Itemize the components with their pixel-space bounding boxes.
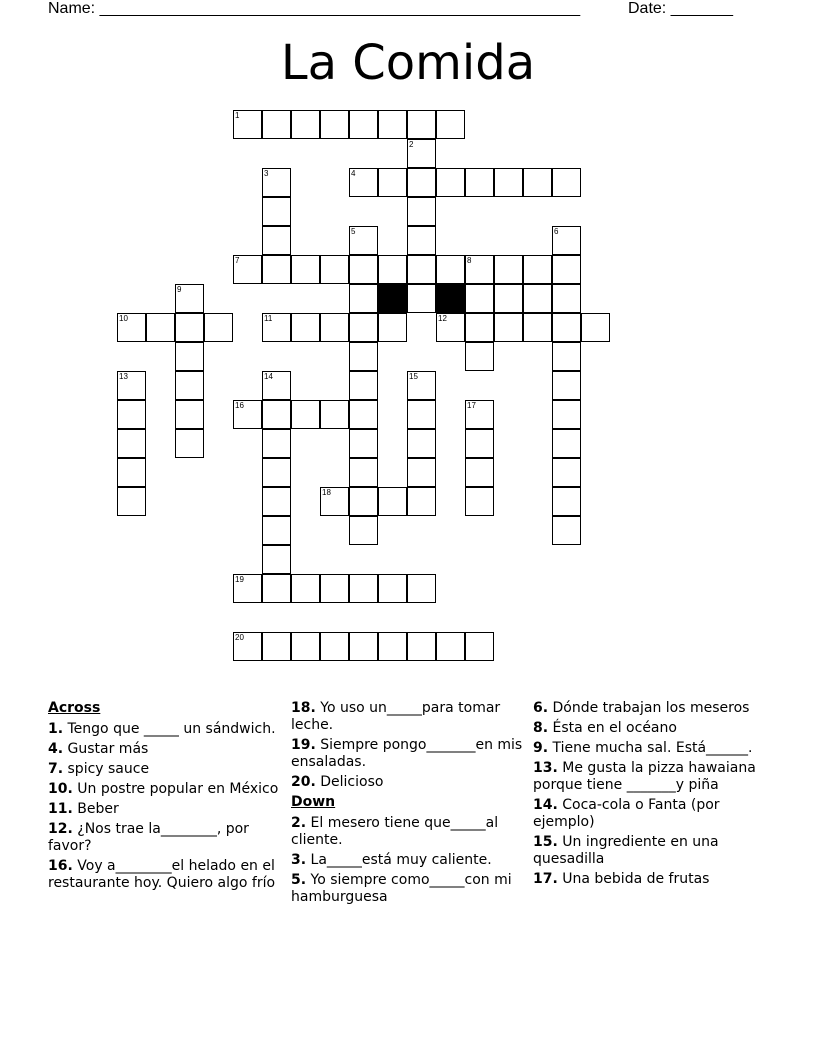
clue-item bbox=[48, 781, 280, 798]
across-heading: Across bbox=[48, 700, 101, 716]
clue-number-label: 19. bbox=[291, 737, 316, 753]
grid-cell[interactable] bbox=[523, 284, 552, 313]
grid-cell[interactable] bbox=[552, 458, 581, 487]
grid-cell[interactable] bbox=[436, 110, 465, 139]
clue-text: Un ingrediente en una quesadilla bbox=[533, 834, 719, 867]
grid-cell[interactable] bbox=[407, 458, 436, 487]
clue-item bbox=[48, 801, 280, 818]
grid-cell[interactable] bbox=[262, 458, 291, 487]
clue-text: Beber bbox=[72, 801, 119, 817]
grid-cell[interactable] bbox=[262, 487, 291, 516]
numbered-cell-11[interactable] bbox=[262, 313, 291, 342]
clue-number-label: 10. bbox=[48, 781, 73, 797]
grid-cell[interactable] bbox=[494, 284, 523, 313]
grid-cell[interactable] bbox=[378, 313, 407, 342]
grid-cell[interactable] bbox=[407, 226, 436, 255]
clue-text: Yo uso un_____para tomar leche. bbox=[291, 700, 501, 733]
clue-number: 8 bbox=[467, 256, 472, 265]
clue-text: La_____está muy caliente. bbox=[306, 852, 492, 868]
grid-cell[interactable] bbox=[175, 429, 204, 458]
clue-number-label: 14. bbox=[533, 797, 558, 813]
clue-number-label: 18. bbox=[291, 700, 316, 716]
grid-cell[interactable] bbox=[407, 487, 436, 516]
grid-cell[interactable] bbox=[262, 429, 291, 458]
grid-cell[interactable] bbox=[320, 110, 349, 139]
grid-cell[interactable] bbox=[320, 574, 349, 603]
numbered-cell-16[interactable] bbox=[233, 400, 262, 429]
clue-text: Tiene mucha sal. Está______. bbox=[548, 740, 753, 756]
name-field[interactable]: Name: ______________________________________________________ bbox=[48, 0, 581, 17]
grid-cell[interactable] bbox=[349, 400, 378, 429]
blocked-cell bbox=[378, 284, 407, 313]
clue-text: Un postre popular en México bbox=[72, 781, 279, 797]
clue-text: El mesero tiene que_____al cliente. bbox=[291, 815, 499, 848]
clue-number: 11 bbox=[264, 314, 273, 323]
clue-number-label: 1. bbox=[48, 721, 64, 737]
grid-cell[interactable] bbox=[175, 400, 204, 429]
clue-text: Me gusta la pizza hawaiana porque tiene _______y piña bbox=[533, 760, 756, 793]
clue-number: 15 bbox=[409, 372, 418, 381]
clue-item bbox=[533, 700, 765, 717]
grid-cell[interactable] bbox=[407, 255, 436, 284]
grid-cell[interactable] bbox=[291, 255, 320, 284]
clue-number-label: 11. bbox=[48, 801, 73, 817]
clues-column-3 bbox=[533, 700, 765, 891]
grid-cell[interactable] bbox=[523, 168, 552, 197]
clue-item bbox=[291, 737, 523, 771]
clue-item bbox=[291, 872, 523, 906]
grid-cell[interactable] bbox=[494, 255, 523, 284]
clue-number: 12 bbox=[438, 314, 447, 323]
grid-cell[interactable] bbox=[465, 284, 494, 313]
clue-item bbox=[48, 741, 280, 758]
clue-item bbox=[533, 720, 765, 737]
grid-cell[interactable] bbox=[320, 632, 349, 661]
grid-cell[interactable] bbox=[349, 313, 378, 342]
grid-cell[interactable] bbox=[581, 313, 610, 342]
numbered-cell-15[interactable] bbox=[407, 371, 436, 400]
clue-number: 7 bbox=[235, 256, 240, 265]
grid-cell[interactable] bbox=[378, 110, 407, 139]
grid-cell[interactable] bbox=[552, 313, 581, 342]
grid-cell[interactable] bbox=[291, 110, 320, 139]
grid-cell[interactable] bbox=[349, 110, 378, 139]
grid-cell[interactable] bbox=[465, 458, 494, 487]
grid-cell[interactable] bbox=[349, 342, 378, 371]
clue-text: Delicioso bbox=[315, 774, 384, 790]
clue-item bbox=[533, 760, 765, 794]
grid-cell[interactable] bbox=[262, 197, 291, 226]
clues-column-1 bbox=[48, 700, 280, 895]
grid-cell[interactable] bbox=[436, 255, 465, 284]
grid-cell[interactable] bbox=[175, 313, 204, 342]
clue-number-label: 7. bbox=[48, 761, 64, 777]
clue-text: Yo siempre como_____con mi hamburguesa bbox=[291, 872, 512, 905]
grid-cell[interactable] bbox=[349, 516, 378, 545]
clue-number: 13 bbox=[119, 372, 128, 381]
clue-number-label: 4. bbox=[48, 741, 64, 757]
clue-number-label: 12. bbox=[48, 821, 73, 837]
grid-cell[interactable] bbox=[552, 371, 581, 400]
grid-cell[interactable] bbox=[465, 487, 494, 516]
clue-number-label: 15. bbox=[533, 834, 558, 850]
numbered-cell-17[interactable] bbox=[465, 400, 494, 429]
clue-number-label: 17. bbox=[533, 871, 558, 887]
grid-cell[interactable] bbox=[349, 371, 378, 400]
grid-cell[interactable] bbox=[291, 400, 320, 429]
grid-cell[interactable] bbox=[262, 226, 291, 255]
clue-number-label: 3. bbox=[291, 852, 307, 868]
clue-text: Dónde trabajan los meseros bbox=[548, 700, 750, 716]
clue-item bbox=[291, 774, 523, 791]
grid-cell[interactable] bbox=[117, 400, 146, 429]
numbered-cell-4[interactable] bbox=[349, 168, 378, 197]
grid-cell[interactable] bbox=[465, 632, 494, 661]
grid-cell[interactable] bbox=[175, 342, 204, 371]
grid-cell[interactable] bbox=[262, 255, 291, 284]
grid-cell[interactable] bbox=[465, 429, 494, 458]
clue-item bbox=[533, 871, 765, 888]
grid-cell[interactable] bbox=[552, 400, 581, 429]
numbered-cell-5[interactable] bbox=[349, 226, 378, 255]
numbered-cell-3[interactable] bbox=[262, 168, 291, 197]
grid-cell[interactable] bbox=[465, 342, 494, 371]
clue-number: 2 bbox=[409, 140, 414, 149]
clue-number: 1 bbox=[235, 111, 240, 120]
grid-cell[interactable] bbox=[407, 400, 436, 429]
grid-cell[interactable] bbox=[117, 487, 146, 516]
clue-item bbox=[48, 858, 280, 892]
clue-number: 19 bbox=[235, 575, 244, 584]
grid-cell[interactable] bbox=[523, 313, 552, 342]
clue-number-label: 20. bbox=[291, 774, 316, 790]
numbered-cell-10[interactable] bbox=[117, 313, 146, 342]
grid-cell[interactable] bbox=[262, 632, 291, 661]
grid-cell[interactable] bbox=[552, 516, 581, 545]
clue-text: Tengo que _____ un sándwich. bbox=[63, 721, 276, 737]
clue-number-label: 8. bbox=[533, 720, 549, 736]
grid-cell[interactable] bbox=[378, 255, 407, 284]
numbered-cell-20[interactable] bbox=[233, 632, 262, 661]
clue-text: Coca-cola o Fanta (por ejemplo) bbox=[533, 797, 720, 830]
clue-text: Ésta en el océano bbox=[548, 720, 677, 736]
grid-cell[interactable] bbox=[349, 284, 378, 313]
grid-cell[interactable] bbox=[349, 487, 378, 516]
grid-cell[interactable] bbox=[262, 516, 291, 545]
date-field[interactable]: Date: _______ bbox=[628, 0, 733, 17]
clue-item bbox=[533, 834, 765, 868]
clue-number: 9 bbox=[177, 285, 182, 294]
grid-cell[interactable] bbox=[552, 168, 581, 197]
clue-text: Gustar más bbox=[63, 741, 149, 757]
clue-item bbox=[533, 797, 765, 831]
grid-cell[interactable] bbox=[117, 429, 146, 458]
clue-item bbox=[48, 761, 280, 778]
grid-cell[interactable] bbox=[349, 255, 378, 284]
down-heading: Down bbox=[291, 794, 336, 810]
grid-cell[interactable] bbox=[523, 255, 552, 284]
page-title: La Comida bbox=[280, 35, 536, 91]
numbered-cell-19[interactable] bbox=[233, 574, 262, 603]
grid-cell[interactable] bbox=[407, 168, 436, 197]
grid-cell[interactable] bbox=[465, 168, 494, 197]
grid-cell[interactable] bbox=[291, 574, 320, 603]
grid-cell[interactable] bbox=[436, 632, 465, 661]
clue-number: 16 bbox=[235, 401, 244, 410]
clue-number: 17 bbox=[467, 401, 476, 410]
grid-cell[interactable] bbox=[349, 429, 378, 458]
clue-number: 5 bbox=[351, 227, 356, 236]
grid-cell[interactable] bbox=[291, 313, 320, 342]
grid-cell[interactable] bbox=[552, 429, 581, 458]
grid-cell[interactable] bbox=[262, 574, 291, 603]
blocked-cell bbox=[436, 284, 465, 313]
clue-number-label: 5. bbox=[291, 872, 307, 888]
grid-cell[interactable] bbox=[175, 371, 204, 400]
numbered-cell-18[interactable] bbox=[320, 487, 349, 516]
clue-number: 4 bbox=[351, 169, 356, 178]
grid-cell[interactable] bbox=[320, 313, 349, 342]
grid-cell[interactable] bbox=[262, 545, 291, 574]
numbered-cell-6[interactable] bbox=[552, 226, 581, 255]
grid-cell[interactable] bbox=[407, 284, 436, 313]
clue-item bbox=[533, 740, 765, 757]
numbered-cell-2[interactable] bbox=[407, 139, 436, 168]
grid-cell[interactable] bbox=[117, 458, 146, 487]
clue-text: Voy a________el helado en el restaurante hoy. Quiero algo frío bbox=[48, 858, 276, 891]
grid-cell[interactable] bbox=[552, 284, 581, 313]
grid-cell[interactable] bbox=[349, 574, 378, 603]
grid-cell[interactable] bbox=[436, 168, 465, 197]
clue-number-label: 16. bbox=[48, 858, 73, 874]
grid-cell[interactable] bbox=[378, 487, 407, 516]
clue-number: 20 bbox=[235, 633, 244, 642]
grid-cell[interactable] bbox=[349, 458, 378, 487]
clue-number: 10 bbox=[119, 314, 128, 323]
clue-number-label: 9. bbox=[533, 740, 549, 756]
grid-cell[interactable] bbox=[552, 255, 581, 284]
clue-number: 18 bbox=[322, 488, 331, 497]
clue-item bbox=[291, 700, 523, 734]
clue-text: Siempre pongo_______en mis ensaladas. bbox=[291, 737, 523, 770]
grid-cell[interactable] bbox=[378, 632, 407, 661]
clue-number-label: 2. bbox=[291, 815, 307, 831]
grid-cell[interactable] bbox=[262, 400, 291, 429]
numbered-cell-8[interactable] bbox=[465, 255, 494, 284]
clue-number-label: 13. bbox=[533, 760, 558, 776]
grid-cell[interactable] bbox=[407, 632, 436, 661]
grid-cell[interactable] bbox=[146, 313, 175, 342]
grid-cell[interactable] bbox=[349, 632, 378, 661]
clue-item bbox=[291, 852, 523, 869]
numbered-cell-1[interactable] bbox=[233, 110, 262, 139]
grid-cell[interactable] bbox=[494, 313, 523, 342]
grid-cell[interactable] bbox=[552, 487, 581, 516]
numbered-cell-13[interactable] bbox=[117, 371, 146, 400]
numbered-cell-12[interactable] bbox=[436, 313, 465, 342]
clue-number-label: 6. bbox=[533, 700, 549, 716]
numbered-cell-14[interactable] bbox=[262, 371, 291, 400]
numbered-cell-7[interactable] bbox=[233, 255, 262, 284]
grid-cell[interactable] bbox=[320, 400, 349, 429]
grid-cell[interactable] bbox=[262, 110, 291, 139]
clue-number: 3 bbox=[264, 169, 269, 178]
clue-item bbox=[48, 821, 280, 855]
clues-column-2 bbox=[291, 700, 523, 909]
grid-cell[interactable] bbox=[407, 110, 436, 139]
grid-cell[interactable] bbox=[204, 313, 233, 342]
clue-text: spicy sauce bbox=[63, 761, 150, 777]
grid-cell[interactable] bbox=[494, 168, 523, 197]
grid-cell[interactable] bbox=[552, 342, 581, 371]
clue-text: ¿Nos trae la________, por favor? bbox=[48, 821, 249, 854]
clue-item bbox=[291, 815, 523, 849]
clue-text: Una bebida de frutas bbox=[557, 871, 710, 887]
numbered-cell-9[interactable] bbox=[175, 284, 204, 313]
grid-cell[interactable] bbox=[407, 197, 436, 226]
grid-cell[interactable] bbox=[407, 429, 436, 458]
grid-cell[interactable] bbox=[465, 313, 494, 342]
grid-cell[interactable] bbox=[407, 574, 436, 603]
grid-cell[interactable] bbox=[291, 632, 320, 661]
grid-cell[interactable] bbox=[378, 168, 407, 197]
grid-cell[interactable] bbox=[320, 255, 349, 284]
clue-number: 14 bbox=[264, 372, 273, 381]
grid-cell[interactable] bbox=[378, 574, 407, 603]
clue-number: 6 bbox=[554, 227, 559, 236]
clue-item bbox=[48, 721, 280, 738]
